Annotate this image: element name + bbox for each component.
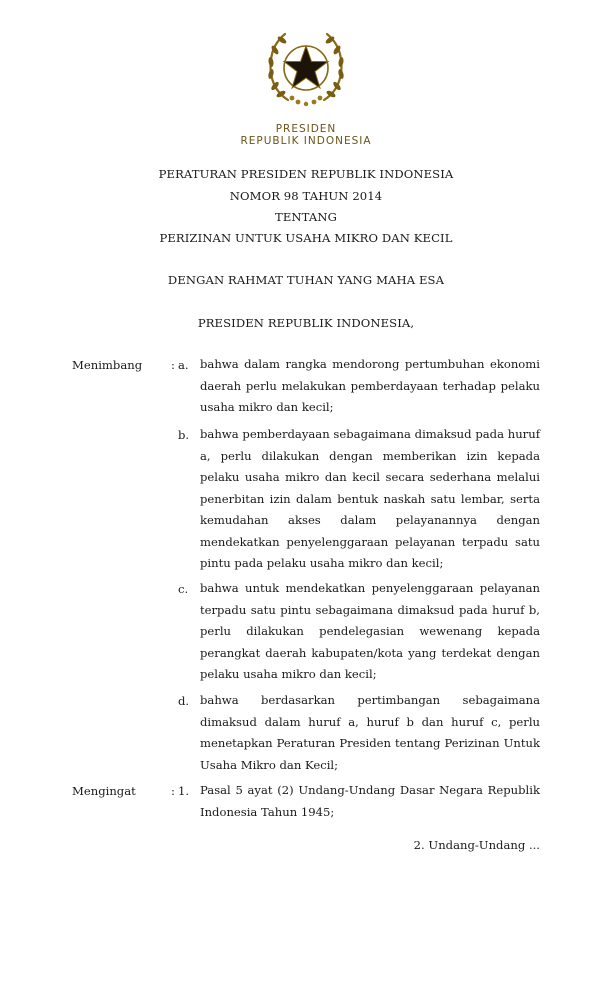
menimbang-item-text: bahwa pemberdayaan sebagaimana dimaksud pada huruf a, perlu dilakukan dengan memberikan izin kepada pelaku usaha mikro dan kecil secara sederhana melalui penerbitan izin dalam bentuk naskah satu lembar, serta kemudahan akses dalam pelayanannya dengan mendekatkan penyelenggaraan pelayanan terpadu satu pintu pada pelaku usaha mikro dan kecil; bbox=[200, 427, 540, 570]
garuda-star-emblem-icon bbox=[262, 28, 350, 108]
regulation-tentang: TENTANG bbox=[275, 210, 337, 224]
mengingat-item-text: Pasal 5 ayat (2) Undang-Undang Dasar Negara Republik Indonesia Tahun 1945; bbox=[200, 783, 540, 819]
menimbang-item-text: bahwa berdasarkan pertimbangan sebagaimana dimaksud dalam huruf a, huruf b dan huruf c, perlu menetapkan Peraturan Presiden tentang Perizinan Untuk Usaha Mikro dan Kecil; bbox=[200, 693, 540, 772]
mengingat-item-marker: 1. bbox=[178, 784, 190, 798]
menimbang-item-marker: b. bbox=[178, 428, 190, 442]
regulation-title: PERATURAN PRESIDEN REPUBLIK INDONESIA bbox=[158, 167, 454, 181]
menimbang-label: Menimbang bbox=[72, 358, 143, 372]
mengingat-colon: : bbox=[171, 784, 175, 798]
regulation-subject: PERIZINAN UNTUK USAHA MIKRO DAN KECIL bbox=[159, 231, 453, 245]
issuer: PRESIDEN REPUBLIK INDONESIA, bbox=[197, 316, 415, 330]
menimbang-colon: : bbox=[171, 358, 175, 372]
menimbang-item-marker: c. bbox=[178, 582, 189, 596]
invocation: DENGAN RAHMAT TUHAN YANG MAHA ESA bbox=[167, 273, 445, 287]
mengingat-label: Mengingat bbox=[72, 784, 136, 798]
page-continuation: 2. Undang-Undang ... bbox=[413, 838, 540, 852]
menimbang-item-marker: d. bbox=[178, 694, 190, 708]
menimbang-item-marker: a. bbox=[178, 358, 189, 372]
institution-name-line1: PRESIDEN bbox=[275, 123, 337, 135]
regulation-number: NOMOR 98 TAHUN 2014 bbox=[229, 189, 383, 203]
institution-name-line2: REPUBLIK INDONESIA bbox=[240, 135, 372, 147]
menimbang-item-text: bahwa untuk mendekatkan penyelenggaraan pelayanan terpadu satu pintu sebagaimana dimaksud pada huruf b, perlu dilakukan pendelegasian wewenang kepada perangkat daerah kabupaten/kota yang terdekat dengan pelaku usaha mikro dan kecil; bbox=[200, 581, 540, 681]
menimbang-item-text: bahwa dalam rangka mendorong pertumbuhan ekonomi daerah perlu melakukan pemberdayaan terhadap pelaku usaha mikro dan kecil; bbox=[200, 357, 540, 414]
